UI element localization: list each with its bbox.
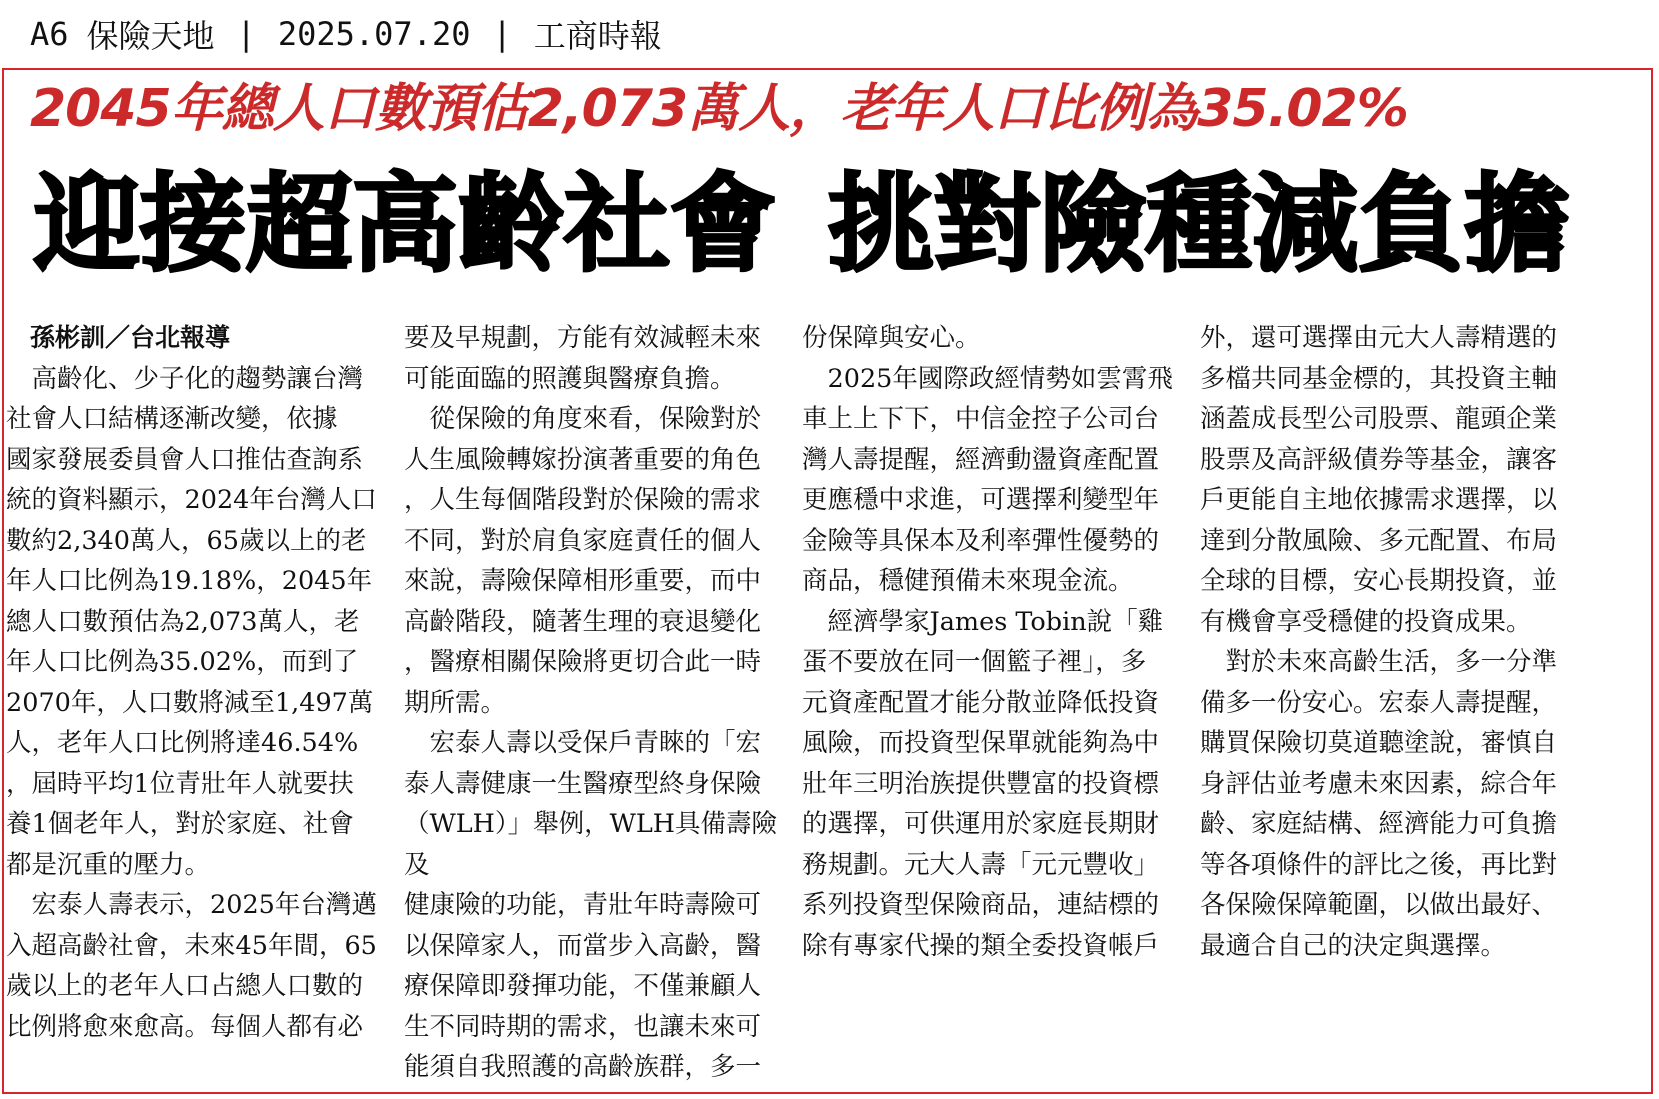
article-line: 人生風險轉嫁扮演著重要的角色: [404, 444, 762, 475]
article-line: 療保障即發揮功能，不僅兼顧人: [404, 971, 762, 1001]
article-line: 都是沉重的壓力。: [6, 849, 211, 880]
article-line: 風險，而投資型保單就能夠為中: [802, 728, 1160, 758]
section-name: 保險天地: [86, 17, 215, 55]
page-number: A6: [30, 15, 69, 53]
article-line: 戶更能自主地依據需求選擇，以: [1200, 485, 1558, 515]
article-line: 購買保險切莫道聽塗說，審慎自: [1200, 728, 1558, 758]
byline: 孫彬訓／台北報導: [30, 323, 231, 352]
article-line: （WLH）」舉例，WLH具備壽險及: [404, 809, 778, 880]
article-line: 除有專家代操的類全委投資帳戶: [802, 930, 1160, 961]
article-line: 高齡階段，隨著生理的衰退變化: [404, 606, 762, 637]
article-line: 期所需。: [404, 687, 507, 718]
article-line: 份保障與安心。: [802, 323, 981, 353]
article-line: 2070年，人口數將減至1,497萬: [6, 687, 374, 718]
article-line: 能須自我照護的高齡族群，多一: [404, 1052, 762, 1082]
article-line: 要及早規劃，方能有效減輕未來: [404, 323, 762, 353]
article-line: 元資產配置才能分散並降低投資: [802, 687, 1160, 718]
article-line: 各保險保障範圍，以做出最好、: [1200, 890, 1558, 920]
article-headline: [34, 160, 1570, 290]
article-line: 外，還可選擇由元大人壽精選的: [1200, 323, 1558, 353]
article-line: 國家發展委員會人口推估查詢系: [6, 444, 364, 475]
article-line: 2025年國際政經情勢如雲霄飛: [802, 363, 1173, 394]
article-line: 等各項條件的評比之後，再比對: [1200, 849, 1558, 880]
masthead-divider: |: [492, 15, 512, 53]
article-line: 灣人壽提醒，經濟動盪資產配置: [802, 444, 1160, 475]
article-line: 車上上下下，中信金控子公司台: [802, 404, 1160, 434]
article-line: 數約2,340萬人，65歲以上的老: [6, 525, 367, 556]
article-column-4: [1200, 318, 1578, 966]
masthead: [30, 12, 662, 56]
article-line: 身評估並考慮未來因素，綜合年: [1200, 768, 1558, 799]
article-line: 養1個老年人，對於家庭、社會: [6, 809, 354, 839]
article-line: 統的資料顯示，2024年台灣人口: [6, 485, 377, 515]
article-line: 系列投資型保險商品，連結標的: [802, 890, 1160, 920]
article-line: 務規劃。元大人壽「元元豐收」: [802, 849, 1160, 880]
article-line: ，屆時平均1位青壯年人就要扶: [6, 768, 354, 799]
article-line: 可能面臨的照護與醫療負擔。: [404, 363, 736, 394]
issue-date: 2025.07.20: [277, 15, 471, 53]
article-line: 股票及高評級債券等基金，讓客: [1200, 444, 1558, 475]
article-line: 對於未來高齡生活，多一分準: [1200, 647, 1558, 677]
article-line: 泰人壽健康一生醫療型終身保險: [404, 768, 762, 799]
article-line: 達到分散風險、多元配置、布局: [1200, 525, 1558, 556]
article-line: 全球的目標，安心長期投資，並: [1200, 566, 1558, 596]
article-line: 宏泰人壽以受保戶青睞的「宏: [404, 728, 762, 758]
article-line: 高齡化、少子化的趨勢讓台灣: [6, 363, 364, 394]
article-line: 宏泰人壽表示，2025年台灣邁: [6, 890, 377, 920]
article-line: 金險等具保本及利率彈性優勢的: [802, 525, 1160, 556]
article-line: 的選擇，可供運用於家庭長期財: [802, 809, 1160, 839]
article-column-2: [404, 318, 782, 1088]
article-line: 來說，壽險保障相形重要，而中: [404, 566, 762, 596]
article-line: 壯年三明治族提供豐富的投資標: [802, 768, 1160, 799]
article-line: 商品，穩健預備未來現金流。: [802, 566, 1134, 596]
article-line: 涵蓋成長型公司股票、龍頭企業: [1200, 404, 1558, 434]
article-line: 最適合自己的決定與選擇。: [1200, 930, 1507, 961]
article-line: 以保障家人，而當步入高齡，醫: [404, 930, 762, 961]
headline-part-2: 挑對險種減負擔: [828, 163, 1570, 286]
article-line: 備多一份安心。宏泰人壽提醒，: [1200, 687, 1558, 718]
article-line: ，人生每個階段對於保險的需求: [404, 485, 762, 515]
article-line: 歲以上的老年人口占總人口數的: [6, 971, 364, 1001]
article-line: 有機會享受穩健的投資成果。: [1200, 606, 1532, 637]
article-line: 經濟學家James Tobin說「雞: [802, 606, 1164, 637]
headline-part-1: 迎接超高齡社會: [34, 163, 776, 286]
article-line: 健康險的功能，青壯年時壽險可: [404, 890, 762, 920]
article-line: 入超高齡社會，未來45年間，65: [6, 930, 377, 961]
article-line: 蛋不要放在同一個籃子裡」，多: [802, 647, 1147, 677]
article-line: 人，老年人口比例將達46.54%: [6, 728, 359, 758]
article-subhead: 2045年總人口數預估2,073萬人，老年人口比例為35.02%: [30, 79, 1408, 139]
masthead-divider: |: [236, 15, 256, 53]
article-line: 多檔共同基金標的，其投資主軸: [1200, 363, 1558, 394]
article-column-1: [6, 318, 384, 1047]
article-line: 齡、家庭結構、經濟能力可負擔: [1200, 809, 1558, 839]
article-line: ，醫療相關保險將更切合此一時: [404, 647, 762, 677]
article-line: 年人口比例為19.18%，2045年: [6, 566, 373, 596]
newspaper-name: 工商時報: [533, 17, 662, 55]
article-line: 年人口比例為35.02%，而到了: [6, 647, 359, 677]
article-line: 不同，對於肩負家庭責任的個人: [404, 525, 762, 556]
article-line: 社會人口結構逐漸改變，依據: [6, 404, 338, 434]
article-line: 總人口數預估為2,073萬人，老: [6, 606, 360, 637]
article-column-3: [802, 318, 1180, 966]
article-line: 比例將愈來愈高。每個人都有必: [6, 1011, 364, 1042]
article-line: 從保險的角度來看，保險對於: [404, 404, 762, 434]
article-line: 生不同時期的需求，也讓未來可: [404, 1011, 762, 1042]
article-line: 更應穩中求進，可選擇利變型年: [802, 485, 1160, 515]
